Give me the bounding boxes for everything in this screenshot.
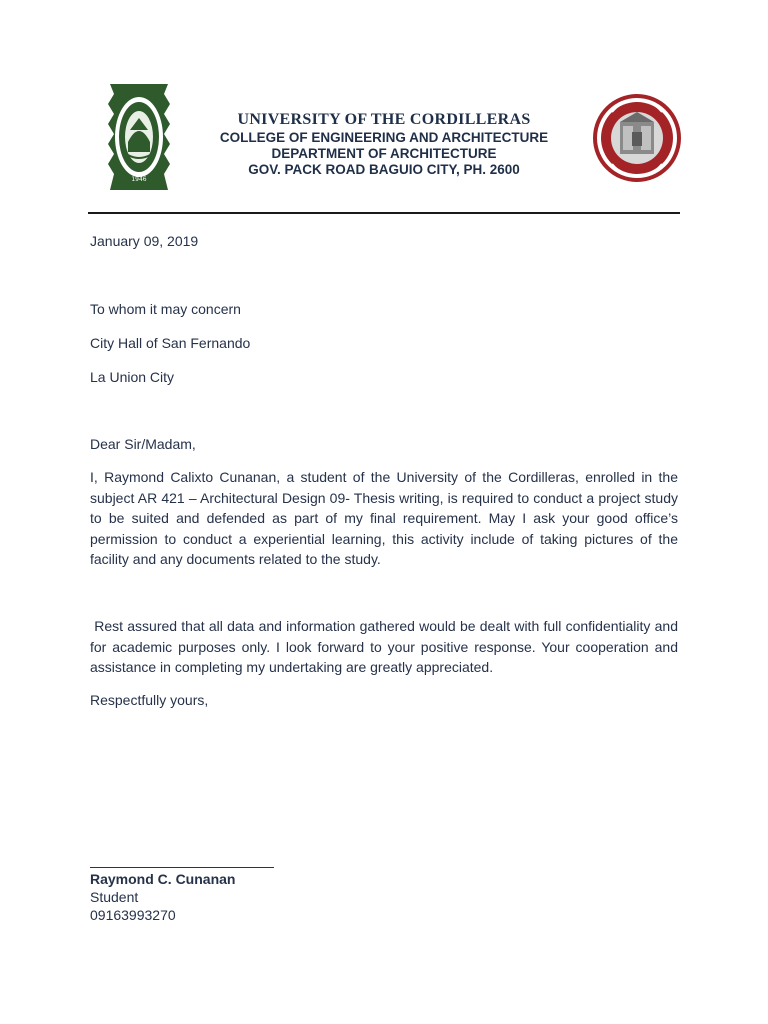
city-line: La Union City — [90, 369, 175, 385]
seal-year: 1946 — [131, 176, 147, 183]
signatory-title: Student — [90, 889, 139, 905]
college-seal-icon — [590, 82, 684, 194]
university-name: UNIVERSITY OF THE CORDILLERAS — [237, 111, 531, 128]
letter-date: January 09, 2019 — [90, 233, 199, 249]
signatory-phone: 09163993270 — [90, 907, 176, 923]
address-line: GOV. PACK ROAD BAGUIO CITY, PH. 2600 — [248, 162, 520, 177]
signature-line — [90, 867, 274, 868]
body-paragraph-2: Rest assured that all data and information gathered would be dealt with full confidentiality and for academic purposes only. I look forward to your positive response. Your cooperation and assistance in completing my undertaking are greatly appreciated. — [90, 618, 682, 675]
college-name: COLLEGE OF ENGINEERING AND ARCHITECTURE — [219, 130, 549, 145]
university-seal-icon — [104, 80, 174, 194]
recipient-line: To whom it may concern — [90, 301, 241, 317]
header-divider — [88, 212, 680, 214]
letterhead — [184, 110, 584, 178]
signatory-name: Raymond C. Cunanan — [90, 871, 236, 887]
body-paragraph-1: I, Raymond Calixto Cunanan, a student of the University of the Cordilleras, enrolled in the subject AR 421 – Architectural Design 09- Thesis writing, is required to conduct a project study to be suited and defended as part of my final requirement. May I ask your good office’s permission to conduct a experiential learning, this activity include of taking pictures of the facility and any documents related to the study. — [90, 469, 678, 567]
department-name: DEPARTMENT OF ARCHITECTURE — [271, 146, 497, 161]
salutation: Dear Sir/Madam, — [90, 436, 196, 452]
office-line: City Hall of San Fernando — [90, 335, 251, 351]
closing: Respectfully yours, — [90, 692, 209, 708]
